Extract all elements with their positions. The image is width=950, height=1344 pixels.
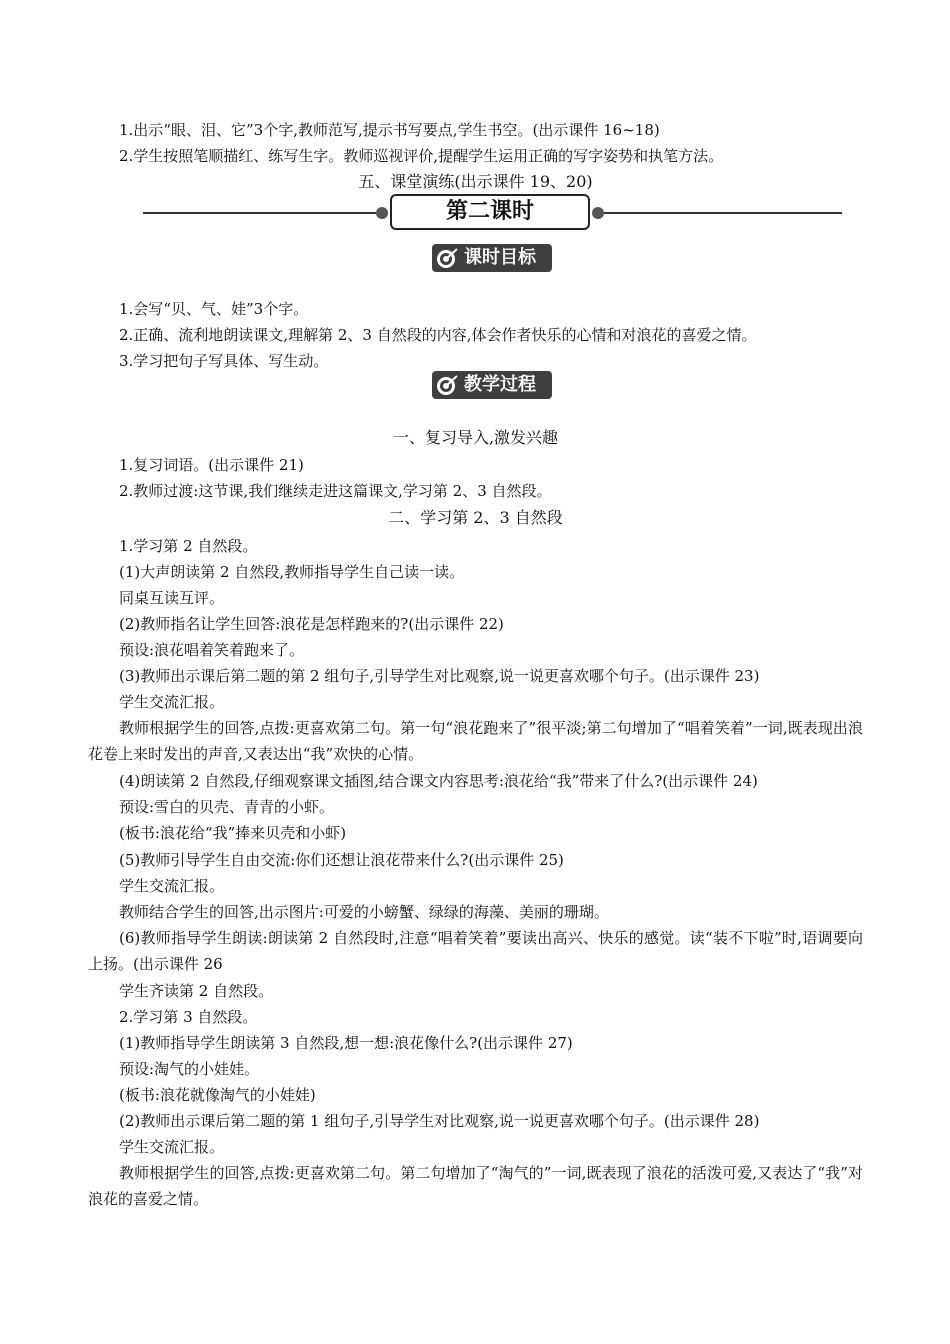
paragraph: 预设:淘气的小娃娃。 xyxy=(119,1060,260,1078)
paragraph: 1.复习词语。(出示课件 21) xyxy=(119,456,304,474)
paragraph: 预设:雪白的贝壳、青青的小虾。 xyxy=(119,798,335,816)
goal-item: 1.会写“贝、气、娃”3个字。 xyxy=(119,300,309,318)
lesson-banner: 第二课时 xyxy=(390,194,590,230)
goals-badge-label: 课时目标 xyxy=(464,247,536,268)
target-icon xyxy=(434,373,460,397)
paragraph: (板书:浪花给“我”捧来贝壳和小虾) xyxy=(119,824,347,842)
paragraph: 学生交流汇报。 xyxy=(119,693,225,711)
section-heading: 二、学习第 2、3 自然段 xyxy=(388,508,563,527)
paragraph: 1.出示“眼、泪、它”3个字,教师范写,提示书写要点,学生书空。(出示课件 16~18) xyxy=(119,121,660,139)
paragraph: 教师根据学生的回答,点拨:更喜欢第二句。第二句增加了“淘气的”一词,既表现了浪花的活泼可爱,又表达了“我”对浪花的喜爱之情。 xyxy=(88,1164,863,1208)
goal-item: 3.学习把句子写具体、写生动。 xyxy=(119,352,329,370)
paragraph: 学生交流汇报。 xyxy=(119,877,225,895)
paragraph: 同桌互读互评。 xyxy=(119,589,225,607)
goal-item: 2.正确、流利地朗读课文,理解第 2、3 自然段的内容,体会作者快乐的心情和对浪花的喜爱之情。 xyxy=(119,326,757,344)
paragraph: (5)教师引导学生自由交流:你们还想让浪花带来什么?(出示课件 25) xyxy=(119,851,564,869)
paragraph: (6)教师指导学生朗读:朗读第 2 自然段时,注意“唱着笑着”要读出高兴、快乐的感觉。读“装不下啦”时,语调要向上扬。(出示课件 26 xyxy=(88,929,863,973)
paragraph: (2)教师指名让学生回答:浪花是怎样跑来的?(出示课件 22) xyxy=(119,615,504,633)
paragraph: 学生齐读第 2 自然段。 xyxy=(119,982,274,1000)
paragraph: 2.教师过渡:这节课,我们继续走进这篇课文,学习第 2、3 自然段。 xyxy=(119,482,552,500)
paragraph: (3)教师出示课后第二题的第 2 组句子,引导学生对比观察,说一说更喜欢哪个句子。(出示课件 23) xyxy=(119,667,760,685)
paragraph: 学生交流汇报。 xyxy=(119,1138,225,1156)
paragraph: (4)朗读第 2 自然段,仔细观察课文插图,结合课文内容思考:浪花给“我”带来了什么?(出示课件 24) xyxy=(119,772,758,790)
paragraph: (1)大声朗读第 2 自然段,教师指导学生自己读一读。 xyxy=(119,563,465,581)
target-icon xyxy=(434,246,460,270)
section-heading: 五、课堂演练(出示课件 19、20) xyxy=(358,172,593,191)
paragraph: 教师结合学生的回答,出示图片:可爱的小螃蟹、绿绿的海藻、美丽的珊瑚。 xyxy=(119,903,609,921)
paragraph: 教师根据学生的回答,点拨:更喜欢第二句。第一句“浪花跑来了”很平淡;第二句增加了“唱着笑着”一词,既表现出浪花卷上来时发出的声音,又表达出“我”欢快的心情。 xyxy=(88,719,863,763)
paragraph: 2.学习第 3 自然段。 xyxy=(119,1008,258,1026)
process-badge-label: 教学过程 xyxy=(464,374,536,395)
divider-line-left xyxy=(143,212,383,214)
divider-dot-right xyxy=(592,207,604,219)
process-badge xyxy=(432,371,552,399)
paragraph: (板书:浪花就像淘气的小娃娃) xyxy=(119,1086,316,1104)
divider-line-right xyxy=(598,212,842,214)
section-heading: 一、复习导入,激发兴趣 xyxy=(392,428,559,447)
paragraph: (1)教师指导学生朗读第 3 自然段,想一想:浪花像什么?(出示课件 27) xyxy=(119,1034,573,1052)
divider-dot-left xyxy=(376,207,388,219)
paragraph: 1.学习第 2 自然段。 xyxy=(119,537,258,555)
paragraph: 2.学生按照笔顺描红、练写生字。教师巡视评价,提醒学生运用正确的写字姿势和执笔方法。 xyxy=(119,147,724,165)
paragraph: (2)教师出示课后第二题的第 1 组句子,引导学生对比观察,说一说更喜欢哪个句子。(出示课件 28) xyxy=(119,1112,760,1130)
paragraph: 预设:浪花唱着笑着跑来了。 xyxy=(119,641,305,659)
goals-badge xyxy=(432,244,552,272)
